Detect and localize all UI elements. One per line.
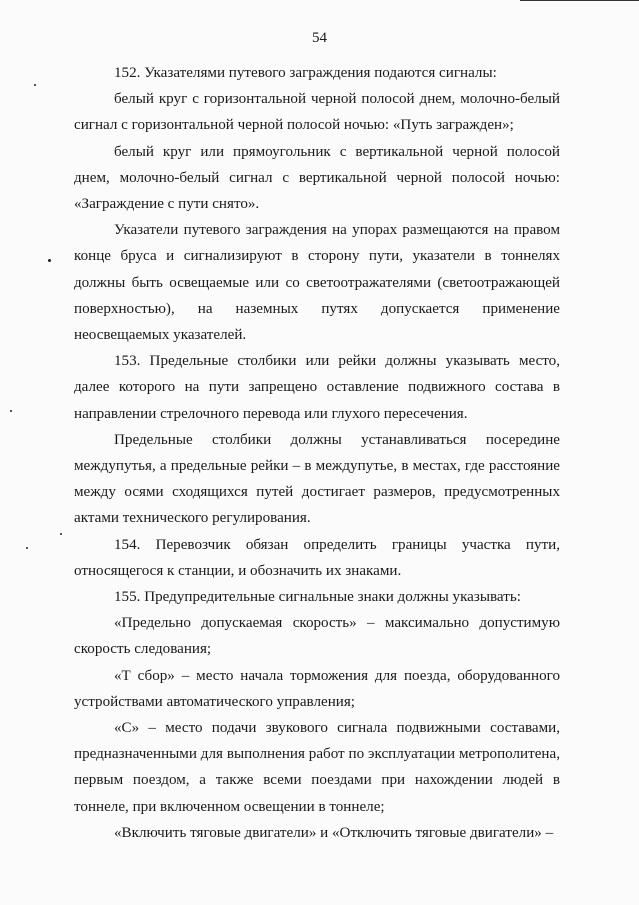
scan-edge-mark [520,0,639,1]
paragraph-s-sign: «С» – место подачи звукового сигнала подвижными составами, предназначенными для выполнения работ по эксплуатации метрополитена, первым поездом, а также всеми поездами при нахождении людей в тоннеле, при включенном освещении в тоннеле; [74,720,560,815]
scan-speck [34,84,36,86]
paragraph-track-cleared: белый круг или прямоугольник с вертикальной черной полосой днем, молочно-белый сигнал с вертикальной черной полосой ночью: «Заграждение с пути снято». [74,143,560,213]
scan-speck [60,533,62,535]
paragraph-155: 155. Предупредительные сигнальные знаки должны указывать: [114,589,521,606]
page-number: 54 [312,30,327,46]
paragraph-speed-limit-sign: «Предельно допускаемая скорость» – максимально допустимую скорость следования; [74,615,560,658]
scan-speck [10,410,12,412]
scan-speck [26,547,28,549]
document-body [74,60,560,846]
paragraph-154: 154. Перевозчик обязан определить границы участка пути, относящегося к станции, и обозначить их знаками. [74,536,560,579]
scan-speck [48,259,51,262]
paragraph-152: 152. Указателями путевого заграждения подаются сигналы: [114,65,497,81]
paragraph-t-sbor-sign: «Т сбор» – место начала торможения для поезда, оборудованного устройствами автоматического управления; [74,667,560,710]
paragraph-153: 153. Предельные столбики или рейки должны указывать место, далее которого на пути запрещено оставление подвижного состава в направлении стрелочного перевода или глухого пересечения. [74,353,560,422]
paragraph-limit-posts: Предельные столбики должны устанавливаться посередине междупутья, а предельные рейки – в междупутье, в местах, где расстояние между осями сходящихся путей достигает размеров, предусмотренных актами технического регулирования. [74,431,560,527]
paragraph-traction-motors-sign: «Включить тяговые двигатели» и «Отключить тяговые двигатели» – [114,824,554,841]
paragraph-barrier-indicators: Указатели путевого заграждения на упорах размещаются на правом конце бруса и сигнализируют в сторону пути, указатели в тоннелях должны быть освещаемые или со светоотражателями (светоотражающей поверхностью), на наземных путях допускается применение неосвещаемых указателей. [74,222,560,344]
paragraph-track-closed: белый круг с горизонтальной черной полосой днем, молочно-белый сигнал с горизонтальной черной полосой ночью: «Путь загражден»; [74,91,560,134]
